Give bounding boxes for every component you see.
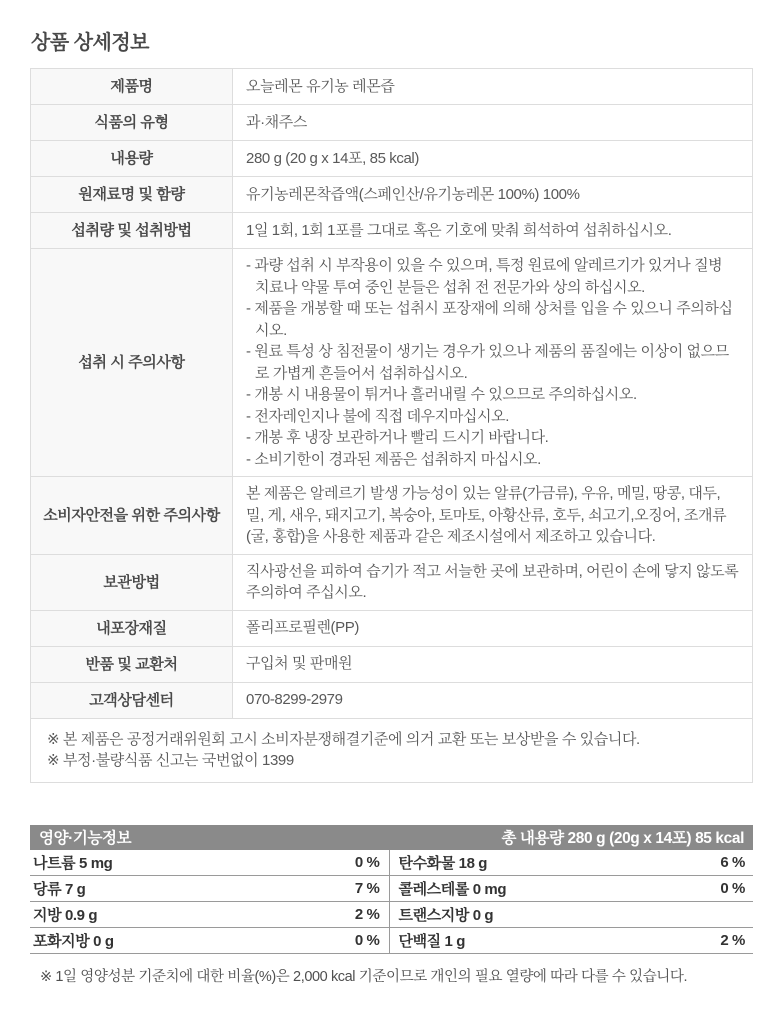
nutrient-sodium	[30, 850, 389, 875]
row-value: 직사광선을 피하여 습기가 적고 서늘한 곳에 보관하며, 어린이 손에 닿지 않도록 주의하여 주십시오.	[233, 554, 753, 610]
nutrient-name: 콜레스테롤 0 mg	[398, 880, 507, 898]
page-title: 상품 상세정보	[31, 32, 149, 54]
nutrient-fat	[30, 902, 389, 927]
row-intake-method	[31, 213, 753, 249]
note-line: ※ 부정·불량식품 신고는 국번없이 1399	[47, 752, 294, 769]
exchange-notes	[31, 718, 753, 782]
row-label: 섭취량 및 섭취방법	[31, 213, 233, 249]
row-intake-precautions	[31, 249, 753, 477]
row-label: 반품 및 교환처	[31, 646, 233, 682]
row-value	[233, 249, 753, 477]
row-label: 섭취 시 주의사항	[31, 249, 233, 477]
row-value: 1일 1회, 1회 1포를 그대로 혹은 기호에 맞춰 희석하여 섭취하십시오.	[233, 213, 753, 249]
precaution-item: - 개봉 시 내용물이 튀거나 흘러내릴 수 있으므로 주의하십시오.	[246, 386, 637, 403]
nutrient-cholesterol	[389, 876, 754, 901]
row-storage	[31, 554, 753, 610]
nutrition-section	[30, 825, 753, 987]
row-label: 원재료명 및 함량	[31, 177, 233, 213]
nutrient-saturated-fat	[30, 928, 389, 953]
row-value: 오늘레몬 유기농 레몬즙	[233, 69, 753, 105]
nutrition-title: 영양·기능정보	[39, 829, 132, 847]
nutrient-name: 포화지방 0 g	[33, 932, 114, 950]
row-label: 내용량	[31, 141, 233, 177]
product-info-table	[30, 68, 753, 783]
note-line: ※ 본 제품은 공정거래위원회 고시 소비자분쟁해결기준에 의거 교환 또는 보상받을 수 있습니다.	[47, 730, 640, 748]
precaution-item: - 소비기한이 경과된 제품은 섭취하지 마십시오.	[246, 450, 541, 468]
nutrient-percent: 7 %	[354, 879, 380, 897]
row-value: 280 g (20 g x 14포, 85 kcal)	[233, 141, 753, 177]
row-food-type	[31, 105, 753, 141]
nutrient-trans-fat	[389, 902, 754, 927]
nutrient-percent: 6 %	[720, 853, 745, 871]
nutrient-protein	[389, 928, 754, 953]
nutrient-sugars	[30, 876, 389, 901]
row-value: 070-8299-2979	[233, 682, 753, 718]
row-value: 구입처 및 판매원	[233, 646, 753, 682]
row-customer-service	[31, 682, 753, 718]
row-inner-packaging	[31, 610, 753, 646]
nutrient-name: 탄수화물 18 g	[398, 854, 488, 872]
nutrient-percent: 2 %	[354, 905, 380, 923]
nutrient-name: 지방 0.9 g	[33, 906, 98, 924]
nutrient-name: 당류 7 g	[33, 880, 86, 898]
nutrition-footnote: ※ 1일 영양성분 기준치에 대한 비율(%)은 2,000 kcal 기준이므로 개인의 필요 열량에 따라 다를 수 있습니다.	[40, 968, 688, 985]
nutrient-name: 단백질 1 g	[398, 932, 466, 950]
nutrition-row	[30, 928, 753, 954]
row-label: 제품명	[31, 69, 233, 105]
nutrient-name: 나트륨 5 mg	[33, 854, 113, 872]
precaution-item: - 전자레인지나 불에 직접 데우지마십시오.	[246, 407, 509, 425]
nutrition-header-bar	[30, 825, 753, 850]
nutrient-name: 트랜스지방 0 g	[398, 906, 494, 924]
row-value: 본 제품은 알레르기 발생 가능성이 있는 알류(가금류), 우유, 메밀, 땅콩, 대두, 밀, 게, 새우, 돼지고기, 복숭아, 토마토, 아황산류, 호두, 쇠고기,오징어, 조개류(굴, 홍합)을 사용한 제품과 같은 제조시설에서 제조하고 있습니다.	[233, 477, 753, 555]
nutrition-row	[30, 850, 753, 876]
precaution-item: - 원료 특성 상 침전물이 생기는 경우가 있으나 제품의 품질에는 이상이 없으므로 가볍게 흔들어서 섭취하십시오.	[246, 343, 729, 382]
precaution-item: - 과량 섭취 시 부작용이 있을 수 있으며, 특정 원료에 알레르기가 있거나 질병 치료나 약물 투여 중인 분들은 섭취 전 전문가와 상의 하십시오.	[246, 257, 723, 296]
row-return-exchange	[31, 646, 753, 682]
row-ingredients	[31, 177, 753, 213]
row-label: 내포장재질	[31, 610, 233, 646]
nutrition-total-content: 총 내용량 280 g (20g x 14포) 85 kcal	[501, 829, 744, 847]
row-label: 소비자안전을 위한 주의사항	[31, 477, 233, 555]
nutrient-percent: 2 %	[720, 931, 745, 949]
row-consumer-safety	[31, 477, 753, 555]
row-net-content	[31, 141, 753, 177]
row-label: 식품의 유형	[31, 105, 233, 141]
row-label: 보관방법	[31, 554, 233, 610]
row-notes	[31, 718, 753, 782]
nutrient-percent: 0 %	[354, 853, 380, 871]
nutrient-percent: 0 %	[354, 931, 380, 949]
nutrition-row	[30, 876, 753, 902]
nutrition-row	[30, 902, 753, 928]
row-label: 고객상담센터	[31, 682, 233, 718]
precaution-item: - 개봉 후 냉장 보관하거나 빨리 드시기 바랍니다.	[246, 429, 549, 446]
row-value: 폴리프로필렌(PP)	[233, 610, 753, 646]
nutrient-percent: 0 %	[720, 879, 745, 897]
row-product-name	[31, 69, 753, 105]
precaution-item: - 제품을 개봉할 때 또는 섭취시 포장재에 의해 상처를 입을 수 있으니 주의하십시오.	[246, 300, 733, 339]
row-value: 과·채주스	[233, 105, 753, 141]
nutrient-carbohydrate	[389, 850, 754, 875]
row-value: 유기농레몬착즙액(스페인산/유기농레몬 100%) 100%	[233, 177, 753, 213]
